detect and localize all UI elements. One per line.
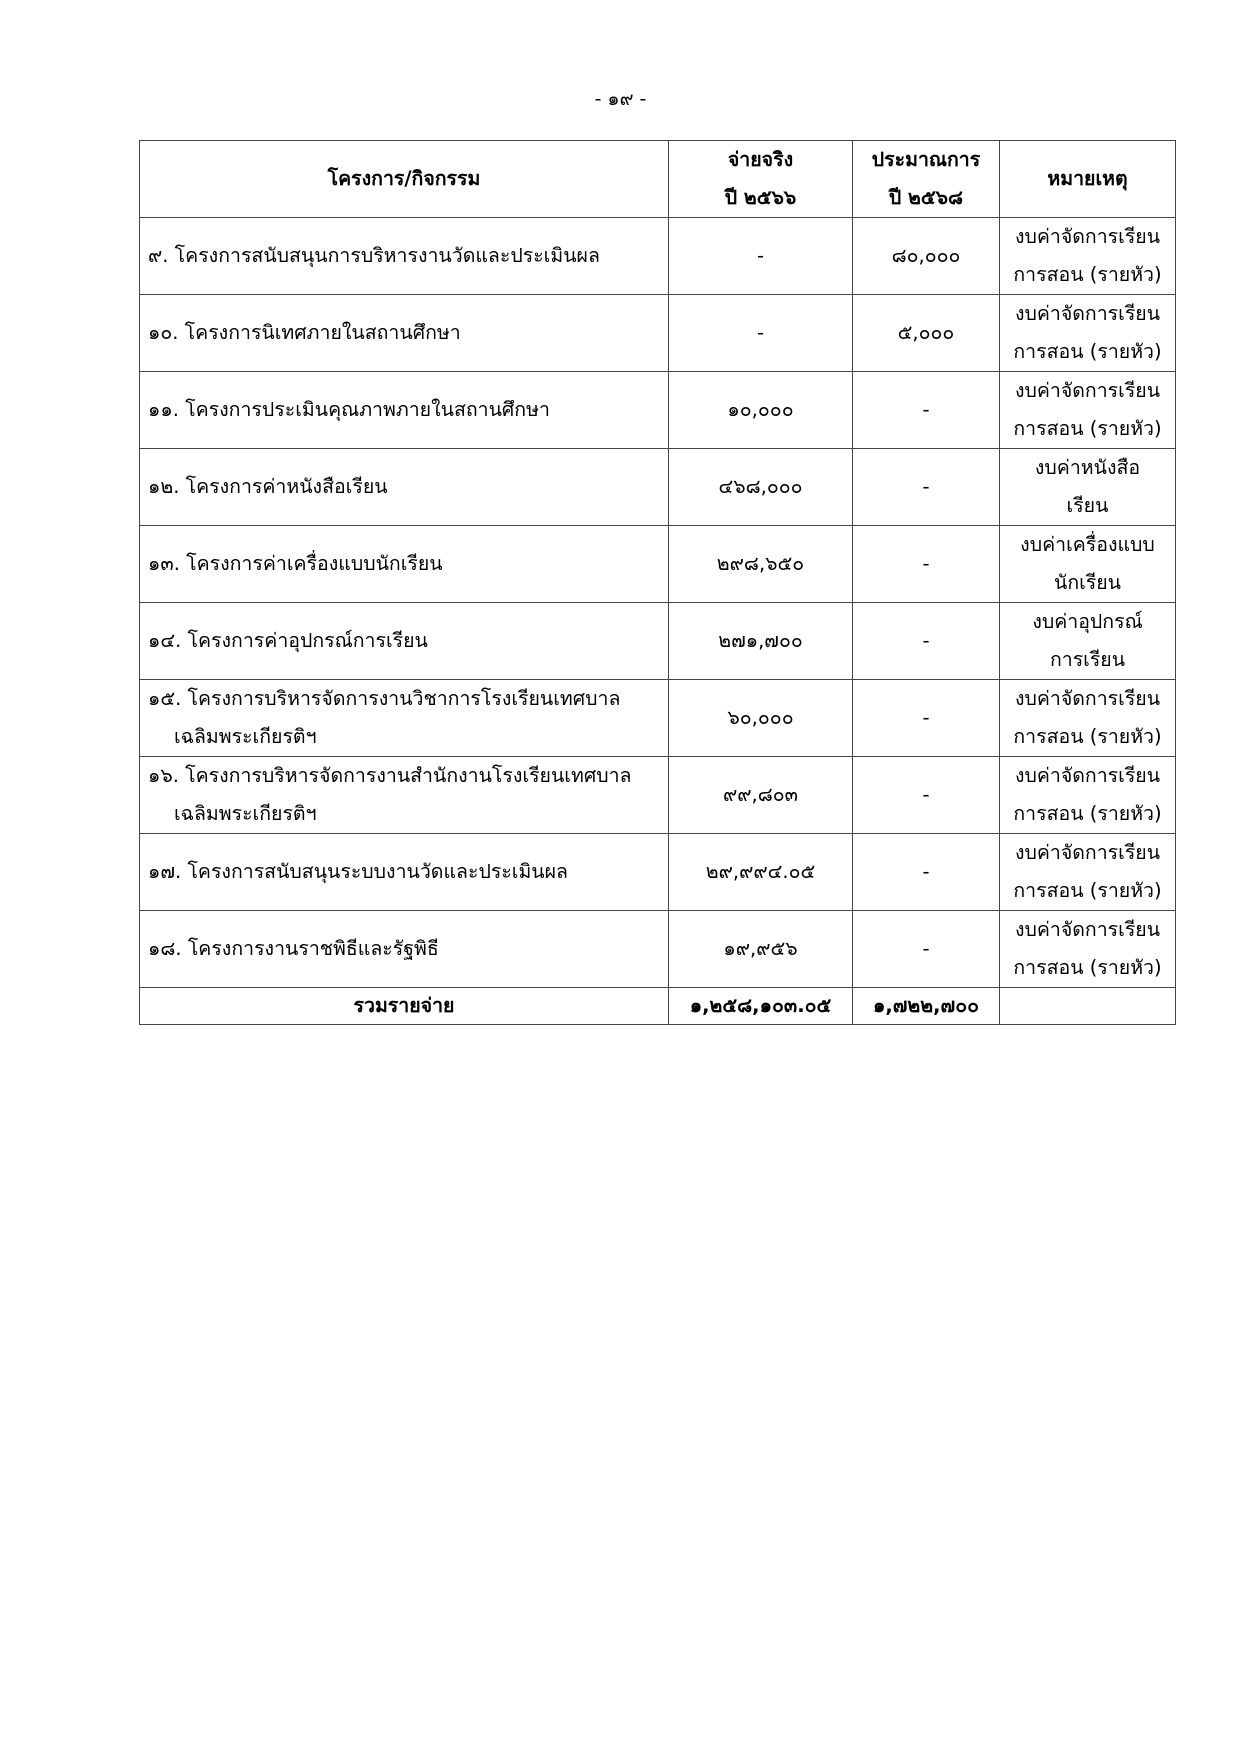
remark-cell [1000, 449, 1176, 526]
project-name: ๙. โครงการสนับสนุนการบริหารงานวัดและประเมินผล [148, 244, 600, 267]
project-name: ๑๕. โครงการบริหารจัดการงานวิชาการโรงเรียนเทศบาล [148, 687, 621, 710]
remark-line2: การเรียน [1049, 648, 1126, 671]
project-name: ๑๑. โครงการประเมินคุณภาพภายในสถานศึกษา [148, 398, 550, 421]
table-row [140, 603, 1176, 680]
total-actual: ๑,๒๕๘,๑๐๓.๐๕ [669, 988, 853, 1025]
table-row [140, 218, 1176, 295]
project-cell [140, 526, 669, 603]
project-name-cont: เฉลิมพระเกียรติฯ [174, 802, 317, 825]
remark-line1: งบค่าจัดการเรียน [1014, 841, 1161, 864]
estimate-amount: - [853, 757, 1000, 834]
remark-line1: งบค่าหนังสือ [1034, 456, 1141, 479]
remark-cell [1000, 372, 1176, 449]
project-name-cont: เฉลิมพระเกียรติฯ [174, 725, 317, 748]
header-actual-line1: จ่ายจริง [727, 148, 794, 171]
project-cell [140, 449, 669, 526]
estimate-amount: - [853, 526, 1000, 603]
table-row [140, 526, 1176, 603]
actual-amount: - [669, 218, 853, 295]
table-row [140, 372, 1176, 449]
project-cell [140, 757, 669, 834]
estimate-amount: ๕,๐๐๐ [853, 295, 1000, 372]
estimate-amount: ๘๐,๐๐๐ [853, 218, 1000, 295]
project-cell [140, 911, 669, 988]
remark-cell [1000, 757, 1176, 834]
actual-amount: - [669, 295, 853, 372]
remark-line1: งบค่าเครื่องแบบ [1020, 533, 1155, 556]
remark-line1: งบค่าจัดการเรียน [1014, 764, 1161, 787]
table-header-row [140, 141, 1176, 218]
table-row [140, 834, 1176, 911]
header-actual-line2: ปี ๒๕๖๖ [724, 186, 797, 209]
header-remark: หมายเหตุ [1000, 141, 1176, 218]
estimate-amount: - [853, 834, 1000, 911]
table-row [140, 449, 1176, 526]
remark-line1: งบค่าจัดการเรียน [1014, 918, 1161, 941]
project-name: ๑๒. โครงการค่าหนังสือเรียน [148, 475, 388, 498]
actual-amount: ๒๙,๙๙๔.๐๕ [669, 834, 853, 911]
table-row [140, 757, 1176, 834]
total-remark [1000, 988, 1176, 1025]
project-name: ๑๖. โครงการบริหารจัดการงานสำนักงานโรงเรียนเทศบาล [148, 764, 632, 787]
remark-cell [1000, 603, 1176, 680]
header-project: โครงการ/กิจกรรม [140, 141, 669, 218]
remark-line1: งบค่าจัดการเรียน [1014, 302, 1161, 325]
actual-amount: ๖๐,๐๐๐ [669, 680, 853, 757]
remark-line2: การสอน (รายหัว) [1013, 263, 1162, 286]
project-name: ๑๘. โครงการงานราชพิธีและรัฐพิธี [148, 937, 439, 960]
project-name: ๑๓. โครงการค่าเครื่องแบบนักเรียน [148, 552, 443, 575]
actual-amount: ๑๙,๙๕๖ [669, 911, 853, 988]
estimate-amount: - [853, 449, 1000, 526]
header-estimate [853, 141, 1000, 218]
project-cell [140, 834, 669, 911]
remark-line1: งบค่าจัดการเรียน [1014, 687, 1161, 710]
table-row [140, 911, 1176, 988]
remark-line2: การสอน (รายหัว) [1013, 725, 1162, 748]
remark-line2: การสอน (รายหัว) [1013, 802, 1162, 825]
actual-amount: ๑๐,๐๐๐ [669, 372, 853, 449]
project-name: ๑๗. โครงการสนับสนุนระบบงานวัดและประเมินผล [148, 860, 569, 883]
actual-amount: ๒๙๘,๖๕๐ [669, 526, 853, 603]
estimate-amount: - [853, 372, 1000, 449]
page-number: - ๑๙ - [594, 88, 647, 110]
remark-cell [1000, 680, 1176, 757]
remark-cell [1000, 834, 1176, 911]
remark-line2: การสอน (รายหัว) [1013, 340, 1162, 363]
estimate-amount: - [853, 911, 1000, 988]
remark-line1: งบค่าจัดการเรียน [1014, 379, 1161, 402]
total-estimate: ๑,๗๒๒,๗๐๐ [853, 988, 1000, 1025]
project-cell [140, 680, 669, 757]
remark-cell [1000, 218, 1176, 295]
actual-amount: ๒๗๑,๗๐๐ [669, 603, 853, 680]
total-label: รวมรายจ่าย [140, 988, 669, 1025]
project-name: ๑๐. โครงการนิเทศภายในสถานศึกษา [148, 321, 461, 344]
project-cell [140, 372, 669, 449]
remark-cell [1000, 295, 1176, 372]
remark-line2: เรียน [1066, 494, 1109, 517]
header-estimate-line2: ปี ๒๕๖๘ [888, 186, 964, 209]
remark-line1: งบค่าอุปกรณ์ [1032, 610, 1143, 633]
project-name: ๑๔. โครงการค่าอุปกรณ์การเรียน [148, 629, 428, 652]
project-cell [140, 218, 669, 295]
header-estimate-line1: ประมาณการ [871, 148, 981, 171]
estimate-amount: - [853, 603, 1000, 680]
table-row [140, 295, 1176, 372]
total-row [140, 988, 1176, 1025]
project-cell [140, 603, 669, 680]
remark-line2: การสอน (รายหัว) [1013, 417, 1162, 440]
remark-cell [1000, 526, 1176, 603]
remark-cell [1000, 911, 1176, 988]
actual-amount: ๔๖๘,๐๐๐ [669, 449, 853, 526]
remark-line1: งบค่าจัดการเรียน [1014, 225, 1161, 248]
remark-line2: การสอน (รายหัว) [1013, 956, 1162, 979]
header-actual [669, 141, 853, 218]
remark-line2: การสอน (รายหัว) [1013, 879, 1162, 902]
estimate-amount: - [853, 680, 1000, 757]
actual-amount: ๙๙,๘๐๓ [669, 757, 853, 834]
budget-table [139, 140, 1176, 1025]
table-row [140, 680, 1176, 757]
project-cell [140, 295, 669, 372]
remark-line2: นักเรียน [1053, 571, 1122, 594]
